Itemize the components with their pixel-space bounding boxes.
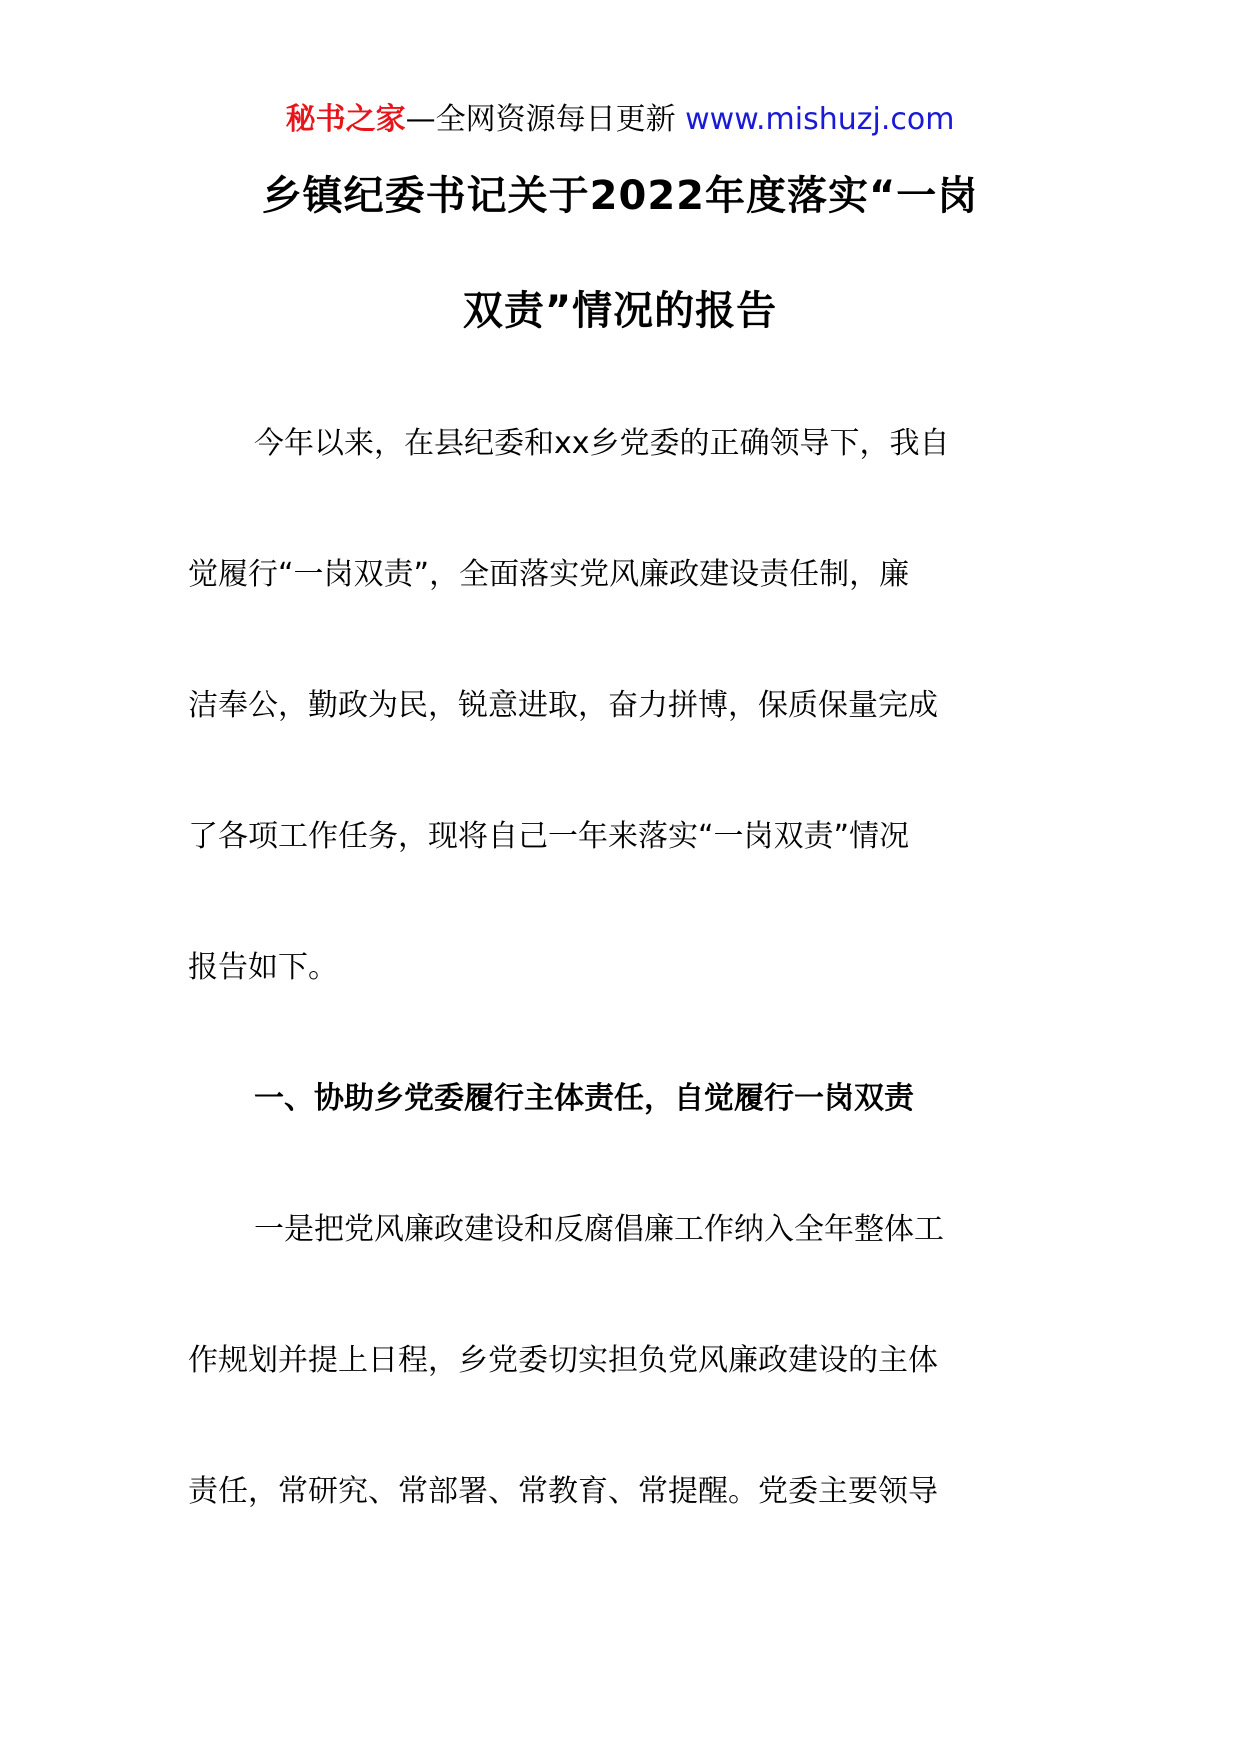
paragraph-line: 了各项工作任务，现将自己一年来落实“一岗双责”情况 bbox=[188, 819, 910, 854]
paragraph-line: 觉履行“一岗双责”，全面落实党风廉政建设责任制，廉 bbox=[188, 557, 910, 592]
document-title-line-1: 乡镇纪委书记关于2022年度落实“一岗 bbox=[261, 173, 979, 219]
paragraph-line: 报告如下。 bbox=[188, 950, 338, 985]
section-heading: 一、协助乡党委履行主体责任，自觉履行一岗双责 bbox=[254, 1081, 914, 1116]
document-title-line-2: 双责”情况的报告 bbox=[462, 288, 778, 334]
document-body bbox=[188, 378, 1068, 1557]
site-url-link[interactable]: www.mishuzj.com bbox=[685, 102, 955, 137]
paragraph-line: 洁奉公，勤政为民，锐意进取，奋力拼博，保质保量完成 bbox=[188, 688, 938, 723]
paragraph-line: 一是把党风廉政建设和反腐倡廉工作纳入全年整体工 bbox=[254, 1212, 944, 1247]
site-brand: 秘书之家 bbox=[285, 102, 406, 137]
site-slogan: —全网资源每日更新 bbox=[405, 102, 676, 137]
paragraph-line: 今年以来，在县纪委和xx乡党委的正确领导下，我自 bbox=[254, 426, 950, 461]
paragraph-line: 责任，常研究、常部署、常教育、常提醒。党委主要领导 bbox=[188, 1474, 938, 1509]
site-header bbox=[0, 100, 1240, 140]
paragraph-line: 作规划并提上日程，乡党委切实担负党风廉政建设的主体 bbox=[188, 1343, 938, 1378]
